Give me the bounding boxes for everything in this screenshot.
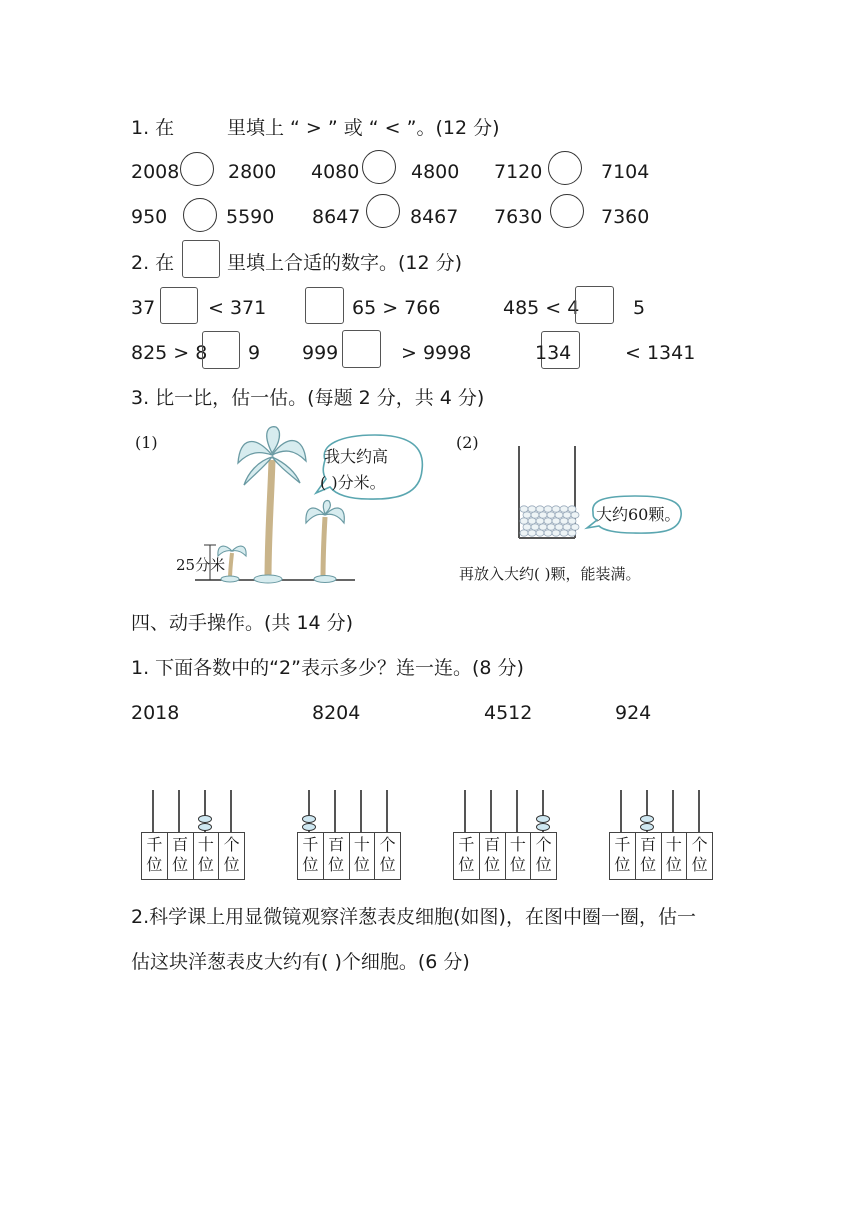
abacus-base [141, 832, 245, 880]
jar-figure [505, 440, 690, 550]
section4-q1: 1. 下面各数中的“2”表示多少？连一连。(8 分) [131, 657, 524, 679]
bead [536, 530, 544, 536]
abacus-rod [672, 790, 674, 832]
bead [568, 506, 576, 512]
figure1-bubble-line2: ( )分米。 [320, 473, 386, 492]
number-item[interactable]: 2018 [131, 702, 180, 724]
fill-r2-b-right: > 9998 [401, 342, 472, 364]
bead [571, 512, 579, 518]
place-value-label: 个 位 [691, 835, 708, 874]
bead [568, 518, 576, 524]
q3-instruction: 3. 比一比，估一估。(每题 2 分，共 4 分) [131, 387, 485, 409]
compare-r2-b-left: 8647 [312, 206, 361, 228]
place-value-label: 十 位 [194, 833, 220, 879]
abacus-bead [640, 823, 654, 831]
compare-r1-c-right: 7104 [601, 161, 650, 183]
abacus[interactable] [453, 790, 557, 880]
figure2-label: (2) [456, 433, 479, 452]
bead [520, 518, 528, 524]
fill-r1-a-left: 37 [131, 297, 156, 319]
abacus-base [297, 832, 401, 880]
bead [568, 530, 576, 536]
fill-r1-b-right: 65 > 766 [352, 297, 441, 319]
place-value-label: 十 位 [662, 833, 688, 879]
bead [560, 506, 568, 512]
compare-r1-b-left: 4080 [311, 161, 360, 183]
fill-box[interactable] [305, 287, 344, 324]
abacus-bead [198, 815, 212, 823]
compare-circle-blank[interactable] [550, 194, 584, 228]
number-item[interactable]: 924 [615, 702, 652, 724]
place-value-label: 千 位 [610, 833, 636, 879]
compare-r1-a-left: 2008 [131, 161, 180, 183]
abacus[interactable] [141, 790, 245, 880]
bead [531, 524, 539, 530]
bead [547, 524, 555, 530]
place-value-label: 个 位 [535, 835, 552, 874]
fill-r1-a-right: < 371 [208, 297, 267, 319]
abacus-bead [302, 823, 316, 831]
q2-example-box [182, 240, 220, 278]
compare-circle-blank[interactable] [548, 151, 582, 185]
abacus[interactable] [609, 790, 713, 880]
section4-q2-line1: 2.科学课上用显微镜观察洋葱表皮细胞(如图)，在图中圈一圈，估一 [131, 906, 696, 928]
abacus-rod [490, 790, 492, 832]
compare-r1-a-right: 2800 [228, 161, 277, 183]
compare-circle-blank[interactable] [183, 198, 217, 232]
abacus-bead [302, 815, 316, 823]
section4-q2-line2: 估这块洋葱表皮大约有( )个细胞。(6 分) [131, 951, 470, 973]
place-value-label: 十 位 [506, 833, 532, 879]
bead [563, 512, 571, 518]
fill-box[interactable] [160, 287, 198, 324]
bead [536, 506, 544, 512]
bead [560, 530, 568, 536]
abacus-base [609, 832, 713, 880]
abacus-rod [620, 790, 622, 832]
bead [536, 518, 544, 524]
bead [539, 512, 547, 518]
place-value-label: 百 位 [636, 833, 662, 879]
fill-r2-a-right: 9 [248, 342, 261, 364]
bead [544, 506, 552, 512]
bead [531, 512, 539, 518]
place-value-label: 百 位 [324, 833, 350, 879]
fill-r2-b-left: 999 [302, 342, 339, 364]
compare-r2-a-right: 5590 [226, 206, 275, 228]
bead [571, 524, 579, 530]
bead [528, 506, 536, 512]
abacus-base [453, 832, 557, 880]
section4-title: 四、动手操作。(共 14 分) [131, 612, 354, 634]
number-item[interactable]: 8204 [312, 702, 361, 724]
bead [539, 524, 547, 530]
abacus-bead [536, 815, 550, 823]
bead [547, 512, 555, 518]
bead [552, 518, 560, 524]
abacus-rod [698, 790, 700, 832]
abacus-rod [178, 790, 180, 832]
q1-prefix: 1. 在 [131, 117, 175, 139]
abacus-rod [464, 790, 466, 832]
abacus-rod [386, 790, 388, 832]
bead [528, 518, 536, 524]
q2-prefix: 2. 在 [131, 252, 175, 274]
abacus-rod [516, 790, 518, 832]
place-value-label: 个 位 [223, 835, 240, 874]
bead [552, 530, 560, 536]
abacus-rod [152, 790, 154, 832]
bead [563, 524, 571, 530]
fill-box[interactable] [202, 331, 240, 369]
bead [552, 506, 560, 512]
fill-r2-a-left: 825 > 8 [131, 342, 208, 364]
bead [560, 518, 568, 524]
fill-r1-c-left: 485 < 4 [503, 297, 580, 319]
place-value-label: 千 位 [454, 833, 480, 879]
compare-r2-c-right: 7360 [601, 206, 650, 228]
q2-instruction: 里填上合适的数字。(12 分) [227, 252, 463, 274]
fill-r1-c-right: 5 [633, 297, 646, 319]
fill-box[interactable] [342, 330, 381, 368]
bead [555, 512, 563, 518]
compare-circle-blank[interactable] [362, 150, 396, 184]
abacus-rod [360, 790, 362, 832]
compare-r2-c-left: 7630 [494, 206, 543, 228]
bead [523, 524, 531, 530]
compare-r2-a-left: 950 [131, 206, 168, 228]
compare-r2-b-right: 8467 [410, 206, 459, 228]
abacus-bead [198, 823, 212, 831]
figure1-label: (1) [135, 433, 158, 452]
q1-instruction: 里填上 “ > ” 或 “ < ”。(12 分) [227, 117, 500, 139]
figure1-bubble-line1: 我大约高 [324, 447, 389, 466]
abacus[interactable] [297, 790, 401, 880]
compare-circle-blank[interactable] [366, 194, 400, 228]
bead [528, 530, 536, 536]
abacus-rod [230, 790, 232, 832]
number-item[interactable]: 4512 [484, 702, 533, 724]
bead [523, 512, 531, 518]
figure2-bubble: 大约60颗。 [596, 505, 681, 524]
place-value-label: 个 位 [379, 835, 396, 874]
place-value-label: 百 位 [168, 833, 194, 879]
compare-r1-c-left: 7120 [494, 161, 543, 183]
fill-r2-c-right: < 1341 [625, 342, 696, 364]
abacus-bead [640, 815, 654, 823]
compare-r1-b-right: 4800 [411, 161, 460, 183]
bead [544, 530, 552, 536]
bead [544, 518, 552, 524]
figure1-height-label: 25分米 [176, 556, 226, 574]
fill-r2-c-box-text: 134 [535, 342, 572, 364]
abacus-bead [536, 823, 550, 831]
place-value-label: 十 位 [350, 833, 376, 879]
place-value-label: 千 位 [298, 833, 324, 879]
figure2-caption: 再放入大约( )颗，能装满。 [459, 565, 641, 583]
bead [520, 530, 528, 536]
place-value-label: 千 位 [142, 833, 168, 879]
fill-box[interactable] [575, 286, 614, 324]
place-value-label: 百 位 [480, 833, 506, 879]
bead [555, 524, 563, 530]
abacus-rod [334, 790, 336, 832]
bead [520, 506, 528, 512]
compare-circle-blank[interactable] [180, 152, 214, 186]
